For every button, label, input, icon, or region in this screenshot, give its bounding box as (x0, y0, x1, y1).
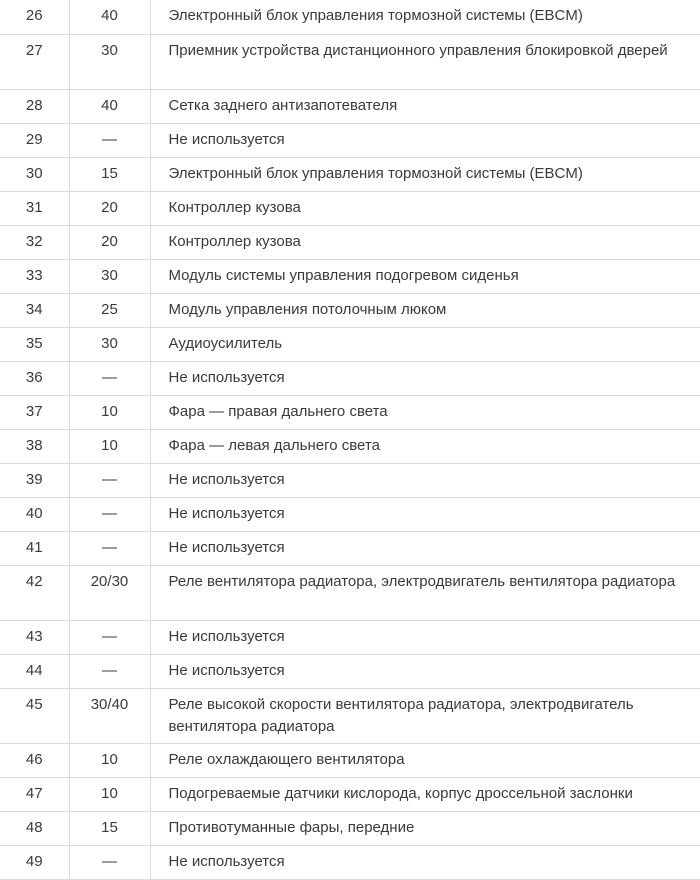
table-row (0, 191, 700, 225)
fuse-number-cell: 27 (0, 34, 69, 89)
fuse-amperage-cell: — (69, 531, 150, 565)
table-row (0, 157, 700, 191)
table-row (0, 34, 700, 89)
fuse-amperage-cell: — (69, 497, 150, 531)
fuse-description-cell: Электронный блок управления тормозной системы (EBCM) (150, 157, 700, 191)
fuse-number-cell: 29 (0, 123, 69, 157)
table-row (0, 293, 700, 327)
fuse-amperage-cell: — (69, 845, 150, 879)
fuse-number-cell: 42 (0, 565, 69, 620)
fuse-description-cell: Подогреваемые датчики кислорода, корпус дроссельной заслонки (150, 777, 700, 811)
fuse-number-cell: 49 (0, 845, 69, 879)
fuse-amperage-cell: 40 (69, 0, 150, 34)
fuse-amperage-cell: — (69, 654, 150, 688)
fuse-number-cell: 43 (0, 620, 69, 654)
table-row (0, 654, 700, 688)
table-row (0, 620, 700, 654)
fuse-number-cell: 31 (0, 191, 69, 225)
fuse-description-cell: Реле высокой скорости вентилятора радиатора, электродвигатель вентилятора радиатора (150, 688, 700, 743)
fuse-amperage-cell: 15 (69, 811, 150, 845)
fuse-number-cell: 28 (0, 89, 69, 123)
fuse-amperage-cell: 30 (69, 34, 150, 89)
fuse-amperage-cell: 20/30 (69, 565, 150, 620)
fuse-number-cell: 47 (0, 777, 69, 811)
fuse-amperage-cell: 10 (69, 429, 150, 463)
fuse-number-cell: 38 (0, 429, 69, 463)
fuse-number-cell: 36 (0, 361, 69, 395)
fuse-number-cell: 40 (0, 497, 69, 531)
fuse-number-cell: 35 (0, 327, 69, 361)
table-row (0, 123, 700, 157)
fuse-description-cell: Аудиоусилитель (150, 327, 700, 361)
fuse-description-cell: Не используется (150, 620, 700, 654)
table-row (0, 89, 700, 123)
table-row (0, 463, 700, 497)
fuse-number-cell: 33 (0, 259, 69, 293)
fuse-description-cell: Фара — левая дальнего света (150, 429, 700, 463)
fuse-amperage-cell: 30 (69, 327, 150, 361)
fuse-description-cell: Не используется (150, 654, 700, 688)
table-row (0, 361, 700, 395)
fuse-amperage-cell: — (69, 361, 150, 395)
fuse-description-cell: Электронный блок управления тормозной системы (EBCM) (150, 0, 700, 34)
fuse-number-cell: 37 (0, 395, 69, 429)
table-row (0, 395, 700, 429)
fuse-number-cell: 41 (0, 531, 69, 565)
table-row (0, 777, 700, 811)
fuse-amperage-cell: 20 (69, 191, 150, 225)
table-row (0, 225, 700, 259)
fuse-description-cell: Не используется (150, 497, 700, 531)
fuse-amperage-cell: — (69, 463, 150, 497)
fuse-description-cell: Модуль системы управления подогревом сиденья (150, 259, 700, 293)
fuse-amperage-cell: 10 (69, 743, 150, 777)
fuse-amperage-cell: 10 (69, 395, 150, 429)
fuse-number-cell: 32 (0, 225, 69, 259)
fuse-number-cell: 45 (0, 688, 69, 743)
fuse-description-cell: Реле вентилятора радиатора, электродвигатель вентилятора радиатора (150, 565, 700, 620)
fuse-description-cell: Реле охлаждающего вентилятора (150, 743, 700, 777)
fuse-amperage-cell: 40 (69, 89, 150, 123)
fuse-description-cell: Фара — правая дальнего света (150, 395, 700, 429)
fuse-amperage-cell: 15 (69, 157, 150, 191)
fuse-number-cell: 44 (0, 654, 69, 688)
fuse-description-cell: Не используется (150, 361, 700, 395)
fuse-number-cell: 46 (0, 743, 69, 777)
fuse-amperage-cell: — (69, 620, 150, 654)
table-row (0, 497, 700, 531)
table-row (0, 688, 700, 743)
table-row (0, 429, 700, 463)
table-row (0, 743, 700, 777)
fuse-amperage-cell: 30/40 (69, 688, 150, 743)
fuse-description-cell: Не используется (150, 463, 700, 497)
table-row (0, 0, 700, 34)
fuse-amperage-cell: 25 (69, 293, 150, 327)
fuse-description-cell: Не используется (150, 123, 700, 157)
fuse-number-cell: 48 (0, 811, 69, 845)
fuse-number-cell: 34 (0, 293, 69, 327)
fuse-amperage-cell: 30 (69, 259, 150, 293)
table-row (0, 259, 700, 293)
table-row (0, 327, 700, 361)
fuse-description-cell: Модуль управления потолочным люком (150, 293, 700, 327)
table-row (0, 811, 700, 845)
fuse-number-cell: 30 (0, 157, 69, 191)
table-row (0, 531, 700, 565)
fuse-amperage-cell: 20 (69, 225, 150, 259)
fuse-description-cell: Не используется (150, 845, 700, 879)
fuse-number-cell: 39 (0, 463, 69, 497)
fuse-description-cell: Противотуманные фары, передние (150, 811, 700, 845)
fuse-description-cell: Контроллер кузова (150, 191, 700, 225)
fuse-number-cell: 26 (0, 0, 69, 34)
table-row (0, 565, 700, 620)
fuse-description-cell: Не используется (150, 531, 700, 565)
table-row (0, 845, 700, 879)
fuse-description-cell: Сетка заднего антизапотевателя (150, 89, 700, 123)
fuse-amperage-cell: 10 (69, 777, 150, 811)
fuse-description-cell: Контроллер кузова (150, 225, 700, 259)
fuse-amperage-cell: — (69, 123, 150, 157)
fuse-description-cell: Приемник устройства дистанционного управления блокировкой дверей (150, 34, 700, 89)
